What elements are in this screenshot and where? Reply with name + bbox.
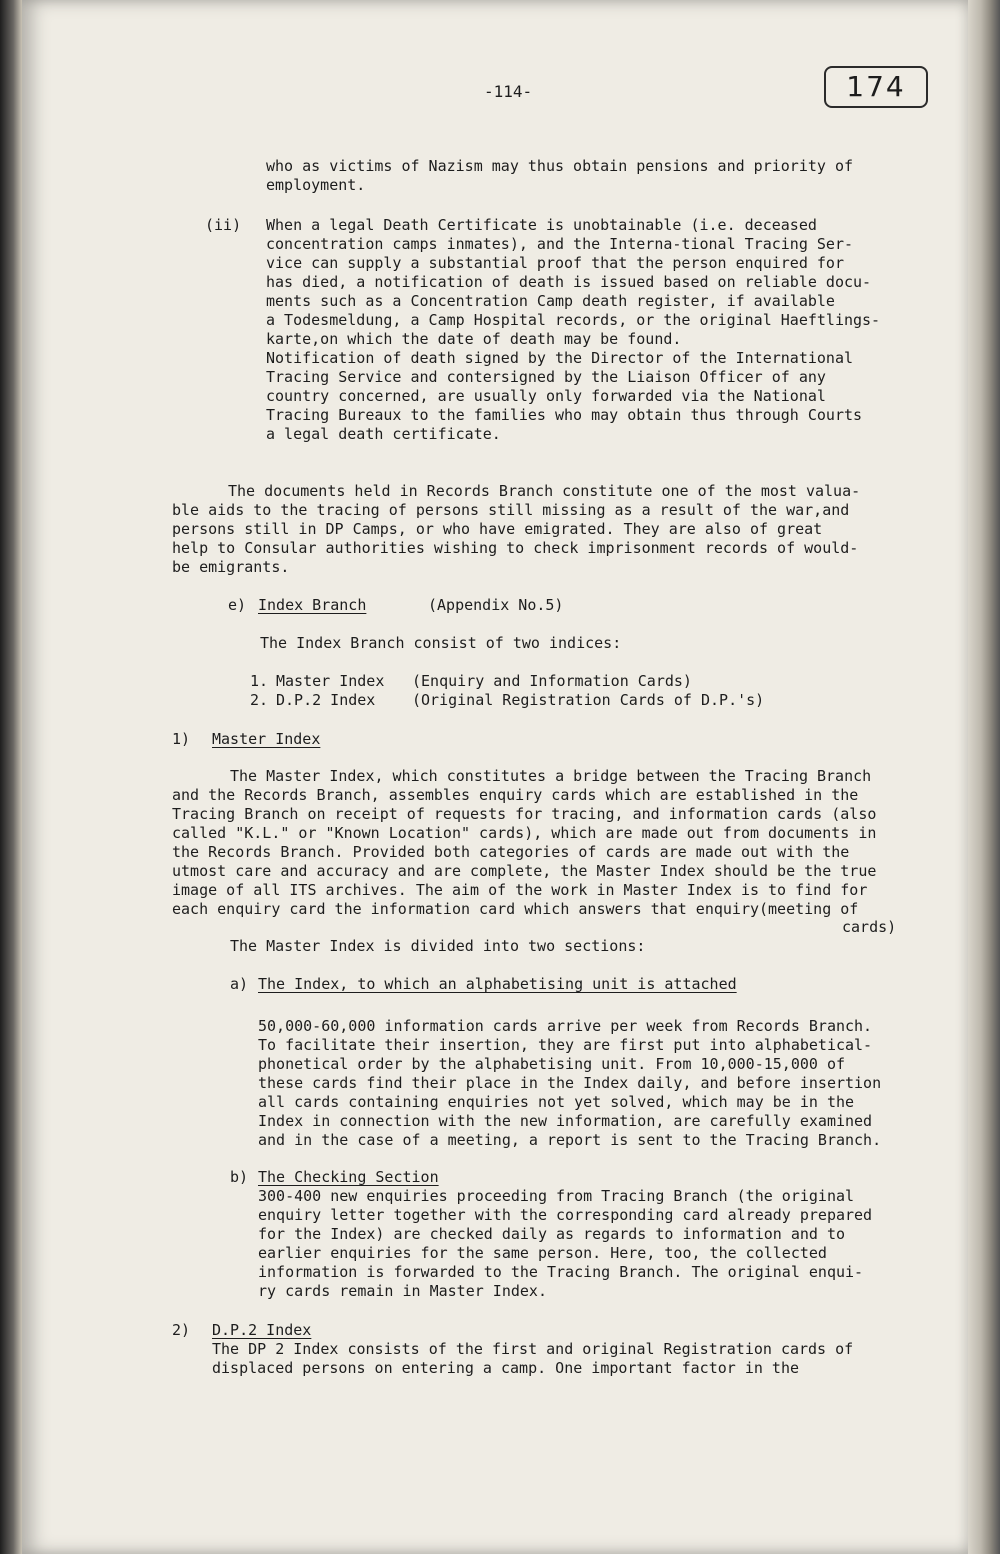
index-list-desc: (Original Registration Cards of D.P.'s) bbox=[412, 691, 765, 709]
master-para-line: and the Records Branch, assembles enquiry cards which are established in the bbox=[172, 786, 859, 804]
records-para-line: help to Consular authorities wishing to check imprisonment records of would- bbox=[172, 539, 859, 557]
archive-number-stamp: 174 bbox=[824, 66, 928, 108]
dp2-line: displaced persons on entering a camp. One important factor in the bbox=[212, 1359, 799, 1377]
item-ii-label: (ii) bbox=[205, 216, 242, 234]
item-ii-line: When a legal Death Certificate is unobtainable (i.e. deceased bbox=[266, 216, 817, 234]
sub-b-line: information is forwarded to the Tracing Branch. The original enqui- bbox=[258, 1263, 864, 1281]
item-ii-line: Tracing Service and contersigned by the Liaison Officer of any bbox=[266, 368, 826, 386]
index-list-name: D.P.2 Index bbox=[276, 691, 376, 709]
master-para-line: the Records Branch. Provided both categories of cards are made out with the bbox=[172, 843, 850, 861]
master-divided-line: The Master Index is divided into two sections: bbox=[230, 937, 646, 955]
page-number: -114- bbox=[484, 82, 533, 101]
item-ii-line: a legal death certificate. bbox=[266, 425, 501, 443]
master-para-line: each enquiry card the information card which answers that enquiry(meeting of bbox=[172, 900, 859, 918]
dp2-title: D.P.2 Index bbox=[212, 1321, 312, 1339]
sub-a-label: a) bbox=[230, 975, 249, 993]
master-para-line: Tracing Branch on receipt of requests for tracing, and information cards (also bbox=[172, 805, 877, 823]
section-e-title: Index Branch bbox=[258, 596, 367, 614]
section-e-label: e) bbox=[228, 596, 247, 614]
item-ii-line: karte,on which the date of death may be found. bbox=[266, 330, 682, 348]
book-binding-shadow bbox=[0, 0, 22, 1554]
sub-a-line: To facilitate their insertion, they are first put into alphabetical- bbox=[258, 1036, 873, 1054]
master-index-title: Master Index bbox=[212, 730, 321, 748]
master-para-line: image of all ITS archives. The aim of the work in Master Index is to find for bbox=[172, 881, 868, 899]
dp2-line: The DP 2 Index consists of the first and original Registration cards of bbox=[212, 1340, 854, 1358]
records-para-line: ble aids to the tracing of persons still missing as a result of the war,and bbox=[172, 501, 850, 519]
para-continuation-line-2: employment. bbox=[266, 176, 366, 194]
master-para-line: The Master Index, which constitutes a bridge between the Tracing Branch bbox=[230, 767, 872, 785]
sub-b-title: The Checking Section bbox=[258, 1168, 439, 1186]
para-continuation-line-1: who as victims of Nazism may thus obtain pensions and priority of bbox=[266, 157, 853, 175]
section-e-intro: The Index Branch consist of two indices: bbox=[260, 634, 622, 652]
master-index-label: 1) bbox=[172, 730, 191, 748]
item-ii-line: country concerned, are usually only forwarded via the National bbox=[266, 387, 826, 405]
index-list-number: 1. bbox=[250, 672, 269, 690]
sub-a-line: phonetical order by the alphabetising unit. From 10,000-15,000 of bbox=[258, 1055, 845, 1073]
master-para-line: utmost care and accuracy and are complete, the Master Index should be the true bbox=[172, 862, 877, 880]
document-page bbox=[22, 0, 970, 1554]
item-ii-line: ments such as a Concentration Camp death register, if available bbox=[266, 292, 835, 310]
item-ii-line: Notification of death signed by the Director of the International bbox=[266, 349, 853, 367]
sub-a-title: The Index, to which an alphabetising unit is attached bbox=[258, 975, 737, 993]
sub-b-line: 300-400 new enquiries proceeding from Tracing Branch (the original bbox=[258, 1187, 855, 1205]
sub-b-label: b) bbox=[230, 1168, 249, 1186]
sub-b-line: for the Index) are checked daily as regards to information and to bbox=[258, 1225, 845, 1243]
item-ii-line: Tracing Bureaux to the families who may obtain thus through Courts bbox=[266, 406, 863, 424]
item-ii-line: vice can supply a substantial proof that the person enquired for bbox=[266, 254, 844, 272]
sub-a-line: Index in connection with the new information, are carefully examined bbox=[258, 1112, 873, 1130]
sub-b-line: enquiry letter together with the corresponding card already prepared bbox=[258, 1206, 873, 1224]
records-para-line: be emigrants. bbox=[172, 558, 290, 576]
index-list-name: Master Index bbox=[276, 672, 385, 690]
index-list-number: 2. bbox=[250, 691, 269, 709]
sub-a-line: 50,000-60,000 information cards arrive per week from Records Branch. bbox=[258, 1017, 873, 1035]
page-edge-shadow bbox=[968, 0, 1000, 1554]
index-list-desc: (Enquiry and Information Cards) bbox=[412, 672, 692, 690]
sub-a-line: all cards containing enquiries not yet solved, which may be in the bbox=[258, 1093, 855, 1111]
master-para-line: cards) bbox=[842, 918, 897, 936]
dp2-label: 2) bbox=[172, 1321, 191, 1339]
records-para-line: persons still in DP Camps, or who have emigrated. They are also of great bbox=[172, 520, 823, 538]
item-ii-line: has died, a notification of death is issued based on reliable docu- bbox=[266, 273, 872, 291]
sub-a-line: these cards find their place in the Index daily, and before insertion bbox=[258, 1074, 882, 1092]
section-e-appendix: (Appendix No.5) bbox=[428, 596, 564, 614]
sub-b-line: ry cards remain in Master Index. bbox=[258, 1282, 547, 1300]
item-ii-line: a Todesmeldung, a Camp Hospital records, or the original Haeftlings- bbox=[266, 311, 881, 329]
sub-a-line: and in the case of a meeting, a report is sent to the Tracing Branch. bbox=[258, 1131, 882, 1149]
item-ii-line: concentration camps inmates), and the Interna-tional Tracing Ser- bbox=[266, 235, 853, 253]
records-para-line: The documents held in Records Branch constitute one of the most valua- bbox=[228, 482, 861, 500]
master-para-line: called "K.L." or "Known Location" cards), which are made out from documents in bbox=[172, 824, 877, 842]
sub-b-line: earlier enquiries for the same person. Here, too, the collected bbox=[258, 1244, 827, 1262]
